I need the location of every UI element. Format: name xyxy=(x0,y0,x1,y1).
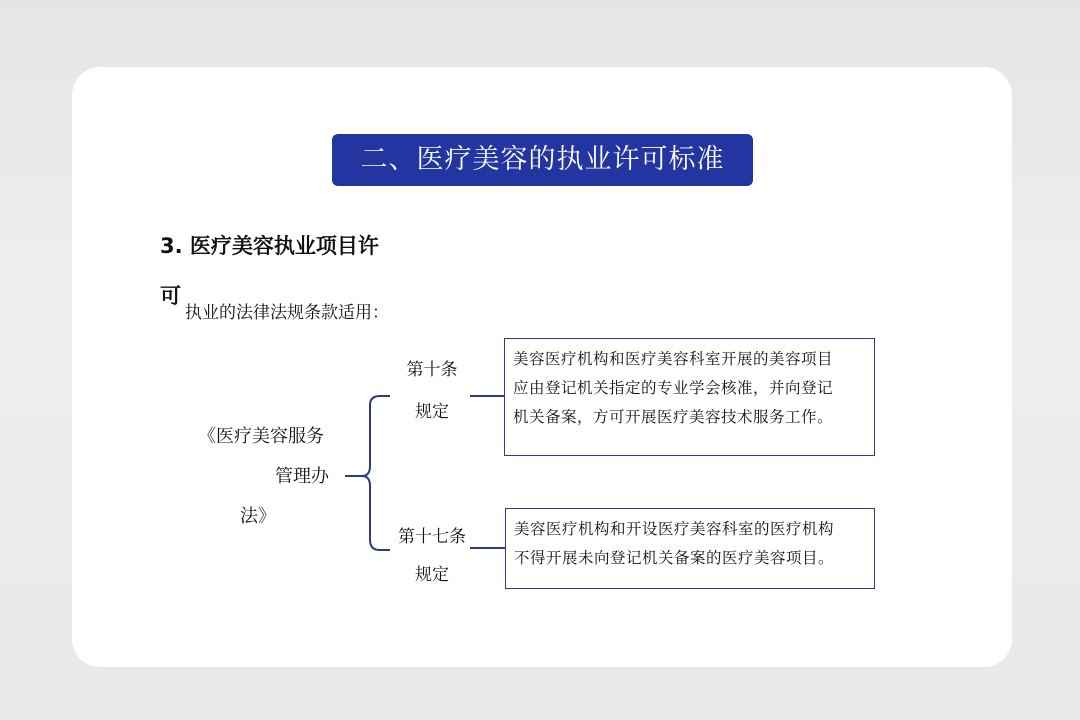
article-10-label-line1: 第十条 xyxy=(406,360,458,380)
law-name-line2: 管理办 xyxy=(275,466,329,487)
article-17-text-line: 美容医疗机构和开设医疗美容科室的医疗机构 xyxy=(514,520,835,538)
bracket-line xyxy=(345,396,390,550)
article-10-label-line2: 规定 xyxy=(415,402,449,422)
article-17-label-line1: 第十七条 xyxy=(398,527,466,547)
article-10-text-line: 应由登记机关指定的专业学会核准，并向登记 xyxy=(513,379,834,397)
article-10-text-line: 机关备案，方可开展医疗美容技术服务工作。 xyxy=(513,408,834,426)
section-intro: 执业的法律法规条款适用： xyxy=(185,303,389,323)
article-17-label-line2: 规定 xyxy=(415,565,449,585)
article-10-text-line: 美容医疗机构和医疗美容科室开展的美容项目 xyxy=(513,350,834,368)
section-heading-continued: 可 xyxy=(160,284,181,308)
article-17-text-line: 不得开展未向登记机关备案的医疗美容项目。 xyxy=(514,549,835,567)
section-heading: 3. 医疗美容执业项目许 xyxy=(160,234,379,258)
law-name-line3: 法》 xyxy=(240,506,276,527)
law-name-line1: 《医疗美容服务 xyxy=(198,426,324,447)
article-17-text-box xyxy=(505,508,875,589)
page-title: 二、医疗美容的执业许可标准 xyxy=(332,134,753,186)
article-10-text-box xyxy=(504,338,875,456)
